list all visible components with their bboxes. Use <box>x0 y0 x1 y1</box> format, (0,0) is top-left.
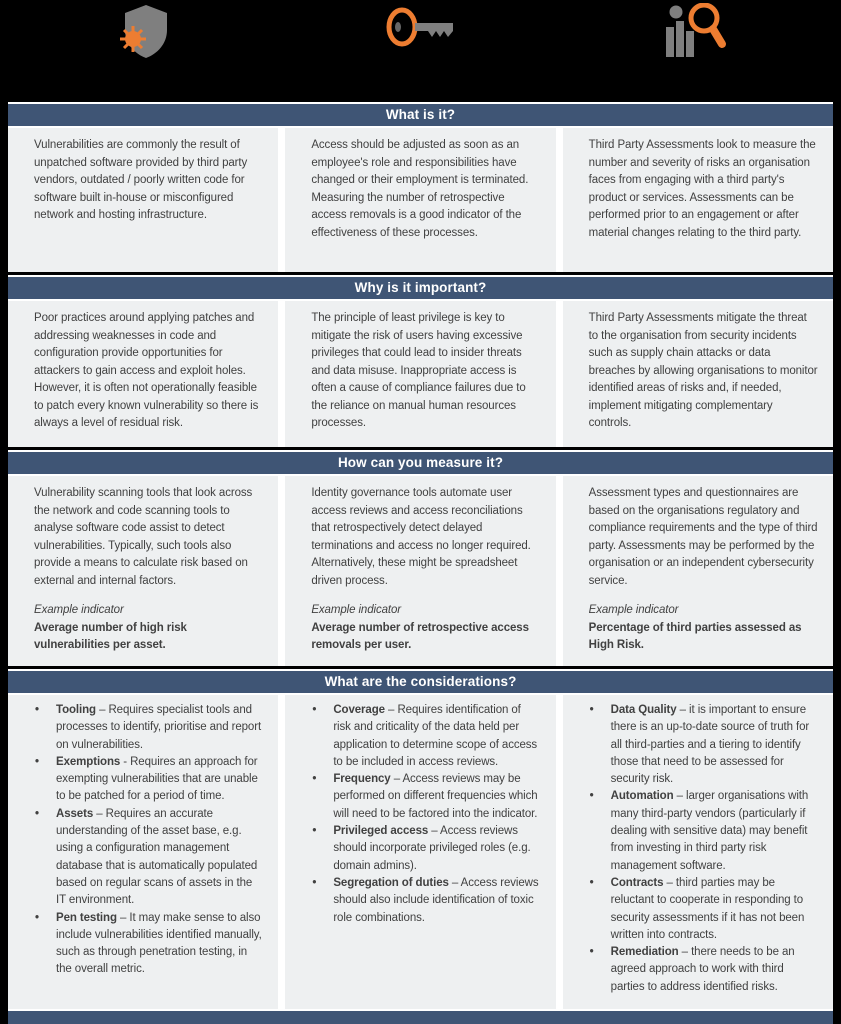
consideration-item <box>311 823 540 875</box>
bullet-glyph: • <box>589 704 594 716</box>
consideration-item <box>34 910 263 979</box>
shield-virus-icon <box>119 3 173 61</box>
assessment-considerations-column <box>563 695 833 1013</box>
example-indicator-label: Example indicator <box>311 604 402 616</box>
section-header-what-is-it: What is it? <box>8 104 833 126</box>
consideration-term: Assets <box>56 807 94 820</box>
paragraph: Vulnerabilities are commonly the result of unpatched software provided by third party vendors, outdated / poorly written code for software built in-house or misconfigured network and hosting infrastructure. <box>34 139 248 221</box>
consideration-text: – It may make sense to also include vulnerabilities identified manually, such as through penetration testing, in the overall metric. <box>56 911 262 976</box>
bullet-glyph: • <box>35 807 39 820</box>
assessment-measure-column <box>563 476 833 666</box>
paragraph: The principle of least privilege is key to mitigate the risk of users having excessive privileges that could lead to insider threats and data misuse. Inappropriate access is often a cause of compliance failures due to the reliance on manual human resources processes. <box>311 312 526 429</box>
example-indicator-value: Percentage of third parties assessed as High Risk. <box>588 621 802 651</box>
consideration-text: – Requires specialist tools and processes to identify, prioritise and report on vulnerabilities. <box>56 704 262 751</box>
section-header-why-important: Why is it important? <box>8 277 833 299</box>
topic-icons-row <box>0 0 841 102</box>
bullet-glyph: • <box>35 704 39 716</box>
consideration-item <box>589 875 818 944</box>
consideration-term: Segregation of duties <box>333 876 449 889</box>
access-what-column <box>285 128 555 272</box>
consideration-term: Tooling <box>56 704 96 716</box>
paragraph: Assessment types and questionnaires are based on the organisations regulatory and compliance requirements and the type of third party. Assessments may be performed by the organisation or an independent cybersecurity service. <box>588 487 818 587</box>
bullet-glyph: • <box>589 790 594 803</box>
consideration-term: Exemptions <box>56 755 121 768</box>
paragraph: Identity governance tools automate user access reviews and access reconciliations that retrospectively detect delayed terminations and access no longer required. Alternatively, these might be spreadsheet driven process. <box>311 487 531 587</box>
section-considerations <box>8 669 833 1013</box>
consideration-text: – third parties may be reluctant to cooperate in responding to security assessments if it has not been written into contracts. <box>610 876 805 941</box>
example-indicator-label: Example indicator <box>34 604 124 616</box>
key-icon <box>385 3 457 51</box>
consideration-text: – Access reviews may be performed on different frequencies which will need to be factored into the indicator. <box>333 773 538 820</box>
paragraph: Third Party Assessments look to measure the number and severity of risks an organisation faces from engaging with a third party's product or services. Assessments can be performed prior to an engagement or after material changes relating to the third party. <box>588 139 816 239</box>
consideration-text: – Requires an accurate understanding of the asset base, e.g. using a configuration management database that is automatically populated based on regular scans of assets in the IT environment. <box>56 807 258 907</box>
example-indicator-value: Average number of retrospective access removals per user. <box>311 621 529 651</box>
considerations-list <box>311 702 540 927</box>
consideration-item <box>311 702 540 771</box>
assessment-why-column <box>563 301 833 447</box>
consideration-term: Automation <box>610 790 674 803</box>
vulnerability-topic-icon-cell <box>8 0 283 102</box>
access-measure-column <box>285 476 555 666</box>
person-magnifier-icon <box>664 3 728 61</box>
considerations-list <box>589 702 818 996</box>
consideration-item <box>311 875 540 927</box>
section-what-is-it <box>8 102 833 272</box>
section-header-considerations: What are the considerations? <box>8 671 833 693</box>
section-header-how-measure: How can you measure it? <box>8 452 833 474</box>
bullet-glyph: • <box>589 946 594 959</box>
vulnerability-measure-column <box>8 476 278 666</box>
consideration-term: Coverage <box>333 704 385 716</box>
consideration-term: Privileged access <box>333 825 429 838</box>
section-why-important <box>8 275 833 447</box>
consideration-text: – larger organisations with many third-party vendors (particularly if dealing with sensitive data) may benefit from investing in third party risk management software. <box>610 790 809 872</box>
paragraph: Third Party Assessments mitigate the threat to the organisation from security incidents such as supply chain attacks or data breaches by allowing organisations to monitor identified areas of risks and, if needed, implement mitigating complementary controls. <box>588 312 818 429</box>
consideration-text: – it is important to ensure there is an up-to-date source of truth for all third-parties and a tiering to identify those that need to be assessed for security risk. <box>610 704 810 786</box>
assessment-what-column <box>563 128 833 272</box>
example-indicator-label: Example indicator <box>588 604 679 616</box>
consideration-text: – there needs to be an agreed approach to work with third parties to address identified risks. <box>610 946 795 993</box>
consideration-item <box>311 771 540 823</box>
consideration-item <box>34 702 263 754</box>
consideration-item <box>34 754 263 806</box>
bottom-section-bar <box>8 1009 833 1024</box>
consideration-term: Frequency <box>333 773 391 786</box>
access-considerations-column <box>285 695 555 1013</box>
consideration-term: Data Quality <box>610 704 677 716</box>
vulnerability-considerations-column <box>8 695 278 1013</box>
section-how-measure <box>8 450 833 666</box>
example-indicator-value: Average number of high risk vulnerabilities per asset. <box>34 621 187 651</box>
consideration-item <box>589 702 818 788</box>
assessment-topic-icon-cell <box>558 0 833 102</box>
access-why-column <box>285 301 555 447</box>
vulnerability-what-column <box>8 128 278 272</box>
bullet-glyph: • <box>312 825 317 838</box>
considerations-list <box>34 702 263 979</box>
consideration-item <box>589 944 818 996</box>
consideration-text: – Access reviews should incorporate privileged roles (e.g. domain admins). <box>333 825 531 872</box>
consideration-term: Pen testing <box>56 911 117 924</box>
consideration-term: Contracts <box>610 876 664 889</box>
bullet-glyph: • <box>35 755 39 768</box>
consideration-text: - Requires an approach for exempting vulnerabilities that are unable to be patched for a period of time. <box>56 755 258 803</box>
consideration-term: Remediation <box>610 946 679 959</box>
bullet-glyph: • <box>312 704 317 716</box>
consideration-item <box>34 806 263 910</box>
bullet-glyph: • <box>312 876 317 889</box>
bullet-glyph: • <box>35 911 39 924</box>
access-topic-icon-cell <box>283 0 558 102</box>
paragraph: Poor practices around applying patches and addressing weaknesses in code and configuration provide opportunities for attackers to gain access and exploit holes. However, it is often not operationally feasible to patch every known vulnerability so there is always a level of residual risk. <box>34 312 259 429</box>
consideration-text: – Requires identification of risk and criticality of the data held per application to determine scope of access to be included in access reviews. <box>333 704 538 768</box>
bullet-glyph: • <box>589 876 594 889</box>
bullet-glyph: • <box>312 773 317 786</box>
consideration-text: – Access reviews should also include identification of toxic role combinations. <box>333 876 539 924</box>
vulnerability-why-column <box>8 301 278 447</box>
paragraph: Vulnerability scanning tools that look across the network and code scanning tools to analyse software code assist to detect vulnerabilities. Typically, such tools also provide a means to calculate risk based on external and internal factors. <box>34 487 253 587</box>
consideration-item <box>589 788 818 874</box>
paragraph: Access should be adjusted as soon as an employee's role and responsibilities have changed or their employment is terminated. Measuring the number of retrospective access removals is a good indicator of the effectiveness of these processes. <box>311 139 529 239</box>
